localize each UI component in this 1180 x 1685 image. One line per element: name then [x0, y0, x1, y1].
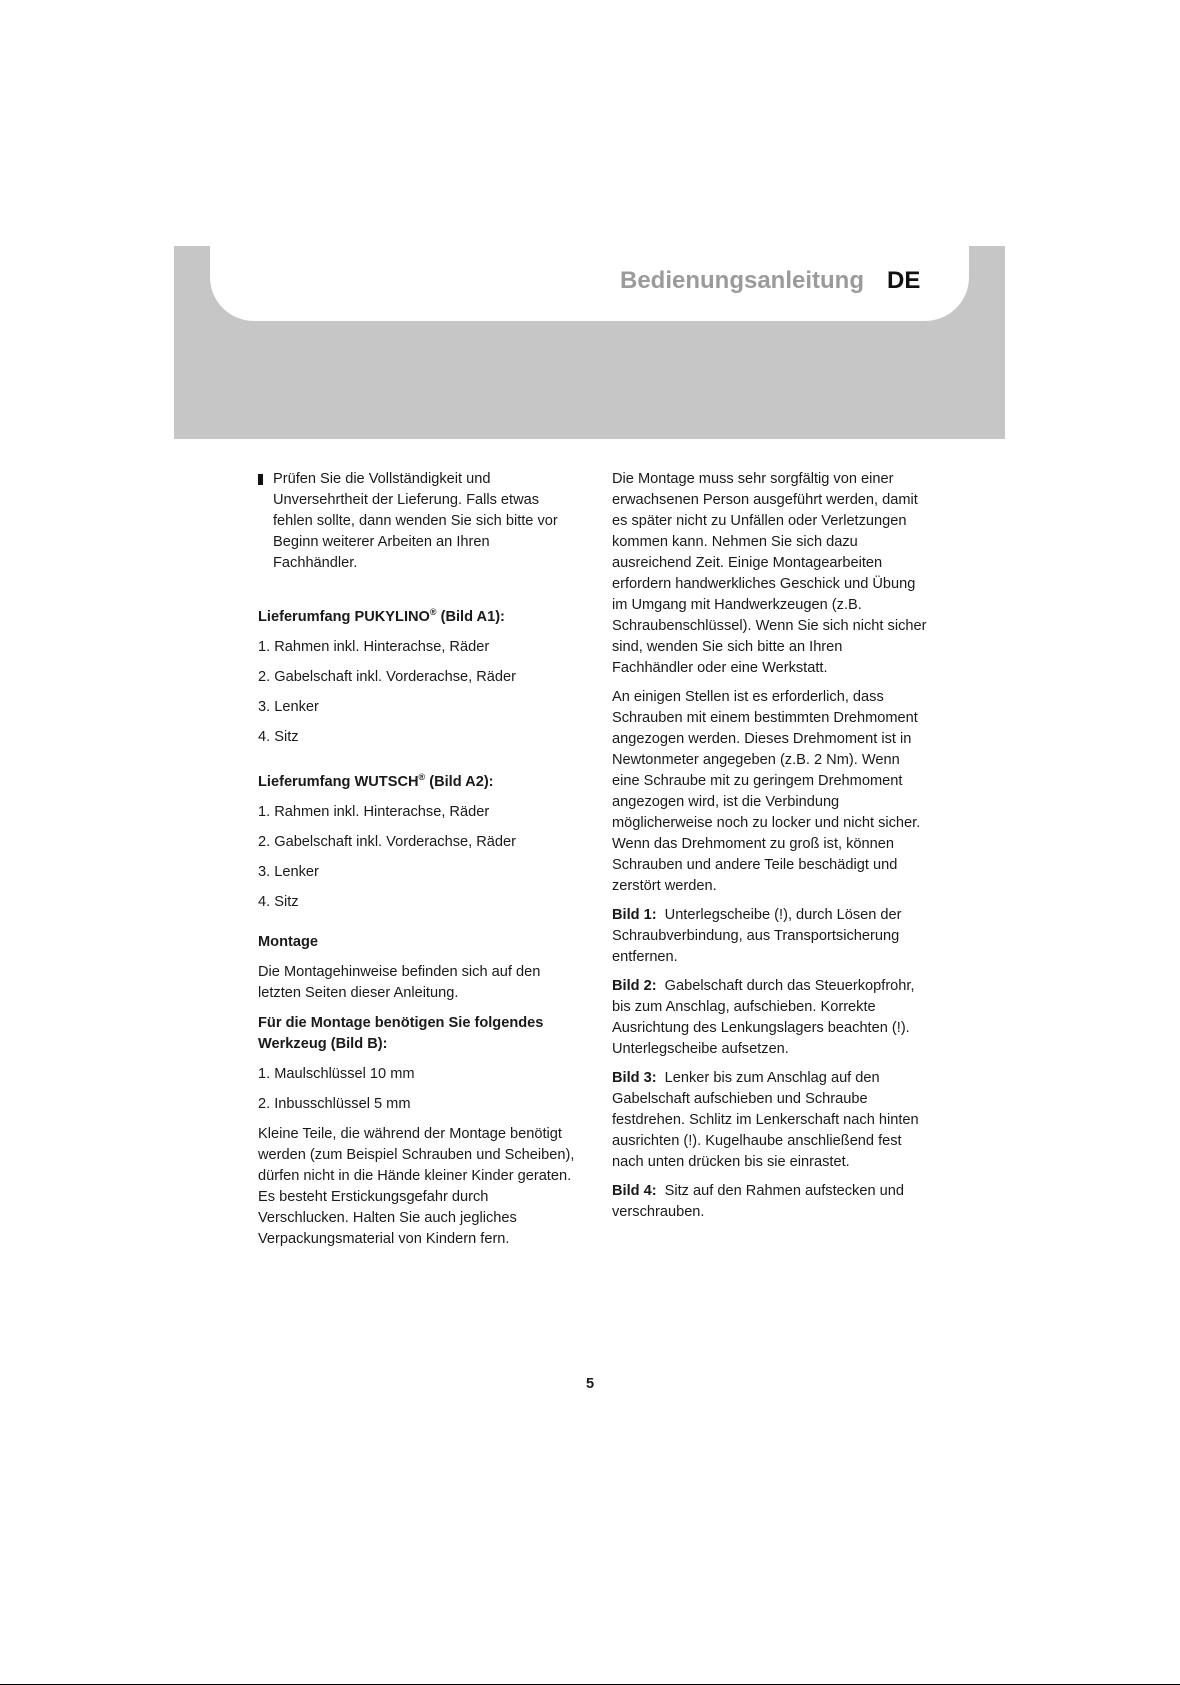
list-item: 2. Gabelschaft inkl. Vorderachse, Räder — [258, 668, 516, 685]
montage-intro: Die Montagehinweise befinden sich auf den letzten Seiten dieser Anleitung. — [258, 963, 541, 1001]
wutsch-heading-suffix: (Bild A2): — [425, 773, 494, 790]
left-column — [258, 469, 578, 1259]
step-label: Bild 3: — [612, 1070, 657, 1086]
wutsch-heading — [258, 767, 578, 793]
list-item: 1. Rahmen inkl. Hinterachse, Räder — [258, 638, 490, 655]
step-bild-1 — [612, 905, 927, 968]
registered-mark: ® — [418, 771, 426, 782]
wutsch-list — [258, 802, 578, 913]
small-parts-warning: Kleine Teile, die während der Montage benötigt werden (zum Beispiel Schrauben und Scheiben), dürfen nicht in die Hände kleiner Kinder geraten. Es besteht Erstickungsgefahr durch Verschlucken. Halten Sie auch jegliches Verpackungsmaterial von Kindern fern. — [258, 1125, 575, 1247]
step-text: Gabelschaft durch das Steuerkopfrohr, bis zum Anschlag, aufschieben. Korrekte Ausrichtung des Lenkungslagers beachten (!). Unterlegscheibe aufsetzen. — [612, 978, 915, 1057]
pukylino-heading-suffix: (Bild A1): — [436, 608, 505, 625]
list-item: 4. Sitz — [258, 728, 299, 745]
list-item: 1. Maulschlüssel 10 mm — [258, 1065, 415, 1082]
pukylino-heading-text: Lieferumfang PUKYLINO — [258, 608, 430, 625]
bullet-item — [258, 469, 578, 574]
assembly-intro-paragraph: Die Montage muss sehr sorgfältig von einer erwachsenen Person ausgeführt werden, damit es später nicht zu Unfällen oder Verletzungen kommen kann. Nehmen Sie sich dazu ausreichend Zeit. Einige Montagearbeiten erfordern handwerkliches Geschick und Übung im Umgang mit Handwerkzeugen (z.B. Schraubenschlüssel). Wenn Sie sich nicht sicher sind, wenden Sie sich bitte an Ihren Fachhändler oder eine Werkstatt. — [612, 471, 927, 676]
bullet-square-icon — [258, 474, 263, 485]
pukylino-list — [258, 637, 578, 748]
list-item: 2. Gabelschaft inkl. Vorderachse, Räder — [258, 833, 516, 850]
pukylino-heading — [258, 602, 578, 628]
step-label: Bild 1: — [612, 907, 657, 923]
right-column — [612, 469, 927, 1231]
language-code: DE — [887, 267, 921, 294]
step-label: Bild 4: — [612, 1183, 657, 1199]
bullet-text: Prüfen Sie die Vollständigkeit und Unversehrtheit der Lieferung. Falls etwas fehlen sollte, dann wenden Sie sich bitte vor Beginn weiterer Arbeiten an Ihren Fachhändler. — [273, 471, 558, 571]
list-item: 4. Sitz — [258, 893, 299, 910]
step-label: Bild 2: — [612, 978, 657, 994]
tools-heading: Für die Montage benötigen Sie folgendes Werkzeug (Bild B): — [258, 1014, 544, 1052]
list-item: 3. Lenker — [258, 863, 319, 880]
tools-list — [258, 1064, 578, 1115]
step-bild-2 — [612, 976, 927, 1060]
montage-heading: Montage — [258, 933, 318, 950]
list-item: 2. Inbusschlüssel 5 mm — [258, 1095, 411, 1112]
page-number: 5 — [585, 1376, 595, 1392]
step-bild-4 — [612, 1181, 927, 1223]
step-bild-3 — [612, 1068, 927, 1173]
wutsch-heading-text: Lieferumfang WUTSCH — [258, 773, 419, 790]
registered-mark: ® — [429, 607, 437, 617]
step-text: Unterlegscheibe (!), durch Lösen der Schraubverbindung, aus Transportsicherung entfernen. — [612, 907, 902, 965]
step-text: Sitz auf den Rahmen aufstecken und verschrauben. — [612, 1183, 904, 1220]
list-item: 1. Rahmen inkl. Hinterachse, Räder — [258, 803, 490, 820]
step-text: Lenker bis zum Anschlag auf den Gabelschaft aufschieben und Schraube festdrehen. Schlitz im Lenkerschaft nach hinten ausrichten (!). Kugelhaube anschließend fest nach unten drücken bis sie einrastet. — [612, 1070, 919, 1170]
list-item: 3. Lenker — [258, 698, 319, 715]
header-title: Bedienungsanleitung — [619, 267, 864, 294]
torque-paragraph: An einigen Stellen ist es erforderlich, dass Schrauben mit einem bestimmten Drehmoment angezogen werden. Dieses Drehmoment ist in Newtonmeter angegeben (z.B. 2 Nm). Wenn eine Schraube mit zu geringem Drehmoment angezogen wird, ist die Verbindung möglicherweise noch zu locker und nicht sicher. Wenn das Drehmoment zu groß ist, können Schrauben und andere Teile beschädigt und zerstört werden. — [612, 689, 921, 894]
